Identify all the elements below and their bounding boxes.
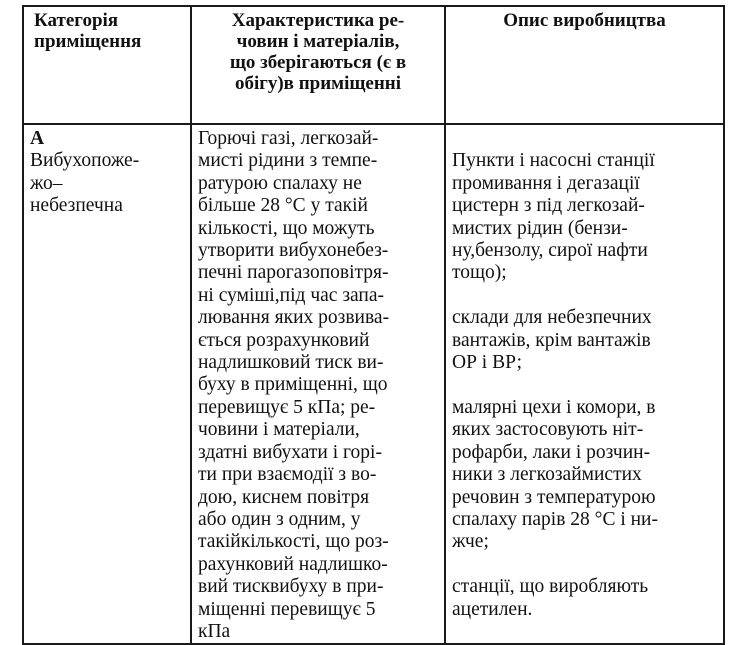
characteristics-cell — [191, 124, 445, 644]
category-letter: А — [30, 128, 45, 149]
description-item: станції, що виробляють ацетилен. — [452, 576, 649, 620]
category-name: Вибухопоже- жо– небезпечна — [30, 150, 140, 217]
header-description: Опис виробництва — [445, 6, 724, 124]
table-row — [23, 124, 724, 644]
description-item: склади для небезпечних вантажів, крім вантажів ОР і ВР; — [452, 307, 652, 374]
document-page — [22, 5, 723, 642]
table-header-row — [23, 6, 724, 124]
category-cell — [23, 124, 191, 644]
header-category: Категорія приміщення — [23, 6, 191, 124]
description-item: малярні цехи і комори, в яких застосовують ніт- рофарби, лаки і розчин- ники з легкозаймистих речовин з температурою спалаху парів 28 °С і ни- жче; — [452, 396, 658, 553]
premises-category-table — [22, 5, 725, 645]
description-cell — [445, 124, 724, 644]
characteristics-text: Горючі газі, легкозай- мисті рідини з темпе- ратурою спалаху не більше 28 °С у такій кількості, що можуть утворити вибухонебез- печні парогазоповітря- ні суміші,під час запа- лювання яких розвива- ється розрахунковий надлишковий тиск ви- буху в приміщенні, що перевищує 5 кПа; ре- човини і матеріали, здатні вибухати і горі- ти при взаємодії з во- дою, киснем повітря або один з одним, у такійкількості, що роз- рахунковий надлишко- вий тисквибуху в при- міщенні перевищує 5 кПа — [198, 128, 390, 642]
description-item: Пункти і насосні станції промивання і дегазації цистерн з під легкозай- мистих рідин (бензи- ну,бензолу, сирої нафти тощо); — [452, 150, 655, 284]
header-characteristics: Характеристика ре- човин і матеріалів, що зберігаються (є в обігу)в приміщенні — [191, 6, 445, 124]
